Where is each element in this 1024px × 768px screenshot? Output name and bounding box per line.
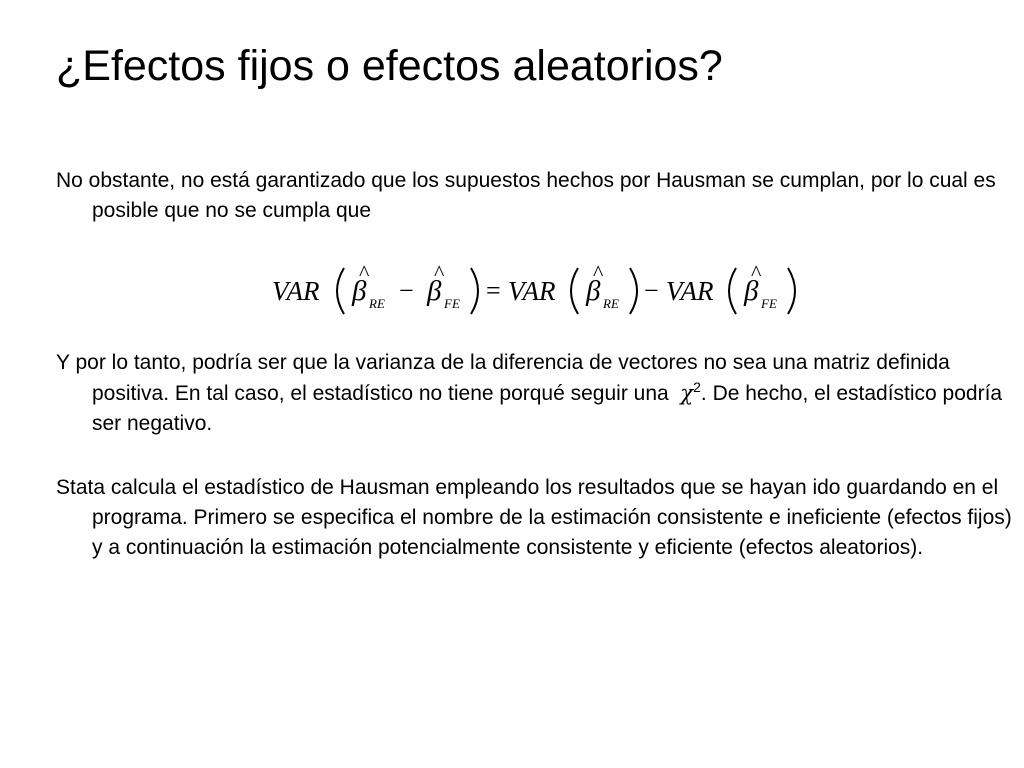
formula-paren-close-2	[630, 268, 637, 314]
formula-beta-3: β	[586, 275, 601, 307]
formula-beta-2: β	[427, 275, 442, 307]
variance-formula	[272, 262, 812, 320]
formula-beta-1: β	[352, 275, 367, 307]
formula-hat-1: ^	[359, 262, 370, 285]
formula-hat-3: ^	[593, 262, 604, 285]
formula-paren-open-1	[337, 268, 344, 314]
formula-hat-2: ^	[434, 262, 445, 285]
formula-beta-4: β	[744, 275, 759, 307]
formula-paren-open-2	[571, 268, 578, 314]
paragraph-variance-not-positive	[56, 348, 1022, 439]
slide-title: ¿Efectos fijos o efectos aleatorios?	[56, 42, 723, 90]
formula-var-rhs-2: VAR	[666, 276, 714, 306]
formula-paren-open-3	[729, 268, 736, 314]
formula-var-lhs: VAR	[272, 276, 320, 306]
chi-superscript: 2	[693, 379, 701, 395]
paragraph2-text-before: Y por lo tanto, podría ser que la varianza de la diferencia de vectores no sea una matriz definida positiva. En tal caso, el estadístico no tiene porqué seguir una	[56, 351, 950, 405]
formula-minus-1: −	[399, 276, 414, 305]
paragraph-stata-hausman: Stata calcula el estadístico de Hausman empleando los resultados que se hayan ido guardando en el programa. Primero se especifica el nombre de la estimación consistente e ineficiente (efectos fijos) y a continuación la estimación potencialmente consistente y eficiente (efectos aleatorios).	[56, 476, 1012, 559]
paragraph-hausman-assumptions: No obstante, no está garantizado que los supuestos hechos por Hausman se cumplan, por lo cual es posible que no se cumpla que	[56, 169, 996, 222]
formula-sub-fe-1: FE	[444, 296, 460, 311]
chi-symbol: χ	[680, 381, 694, 405]
formula-hat-4: ^	[751, 262, 762, 285]
formula-var-rhs-1: VAR	[508, 276, 556, 306]
formula-paren-close-1	[471, 268, 478, 314]
formula-paren-close-3	[788, 268, 795, 314]
paragraph2-text-after: . De hecho, el estadístico podría ser negativo.	[92, 382, 1003, 435]
formula-equals: =	[486, 276, 501, 305]
formula-sub-fe-2: FE	[761, 296, 777, 311]
formula-minus-2: −	[644, 276, 659, 305]
formula-sub-re-2: RE	[603, 296, 619, 311]
formula-sub-re-1: RE	[369, 296, 385, 311]
